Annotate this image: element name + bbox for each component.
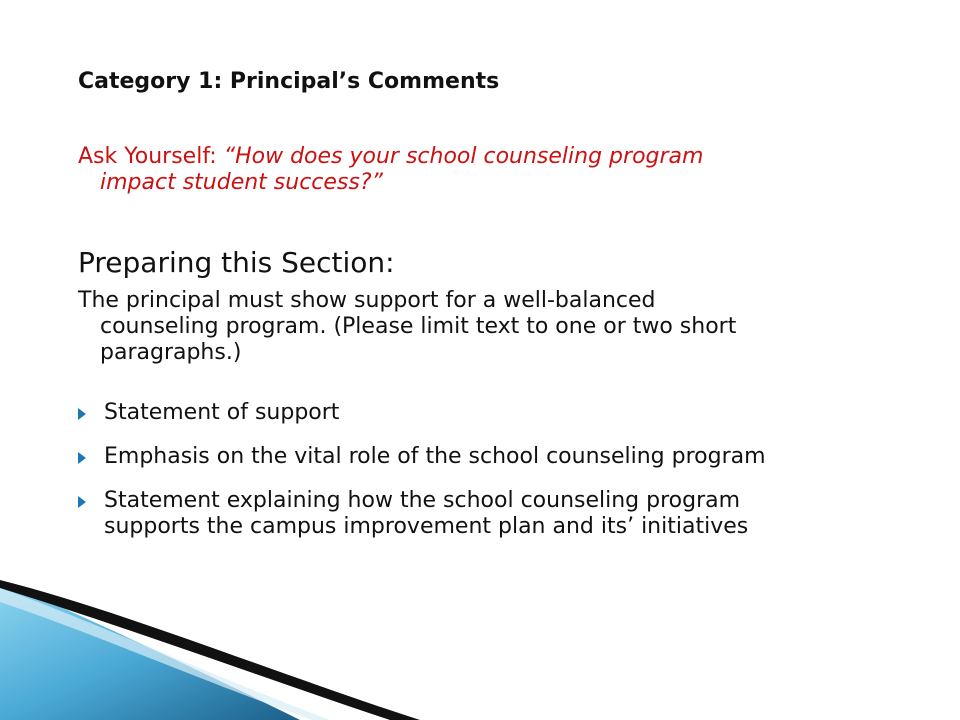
ask-label: Ask Yourself: [78,144,217,169]
bullet-text-continued: supports the campus improvement plan and its’ initiatives [104,514,749,539]
slide-content [78,66,918,558]
body-line-1: The principal must show support for a well-balanced [78,288,656,313]
bullet-text: Statement explaining how the school counseling program [104,488,741,513]
section-body [78,288,918,366]
section-heading: Preparing this Section: [78,246,395,279]
decorative-wave [0,580,420,720]
bullet-text: Emphasis on the vital role of the school counseling program [104,444,766,469]
bullet-item [78,444,918,470]
bullet-text: Statement of support [104,400,340,425]
arrow-bullet-icon [78,452,86,464]
ask-yourself [78,144,918,196]
arrow-bullet-icon [78,408,86,420]
bullet-list [78,400,918,540]
bullet-item [78,488,918,540]
ask-question-line2: impact student success?” [100,170,383,195]
body-line-2: counseling program. (Please limit text to one or two short [100,314,737,339]
category-title: Category 1: Principal’s Comments [78,69,500,94]
body-line-3: paragraphs.) [100,340,242,365]
arrow-bullet-icon [78,496,86,508]
ask-question-line1: “How does your school counseling program [223,144,704,169]
bullet-item [78,400,918,426]
